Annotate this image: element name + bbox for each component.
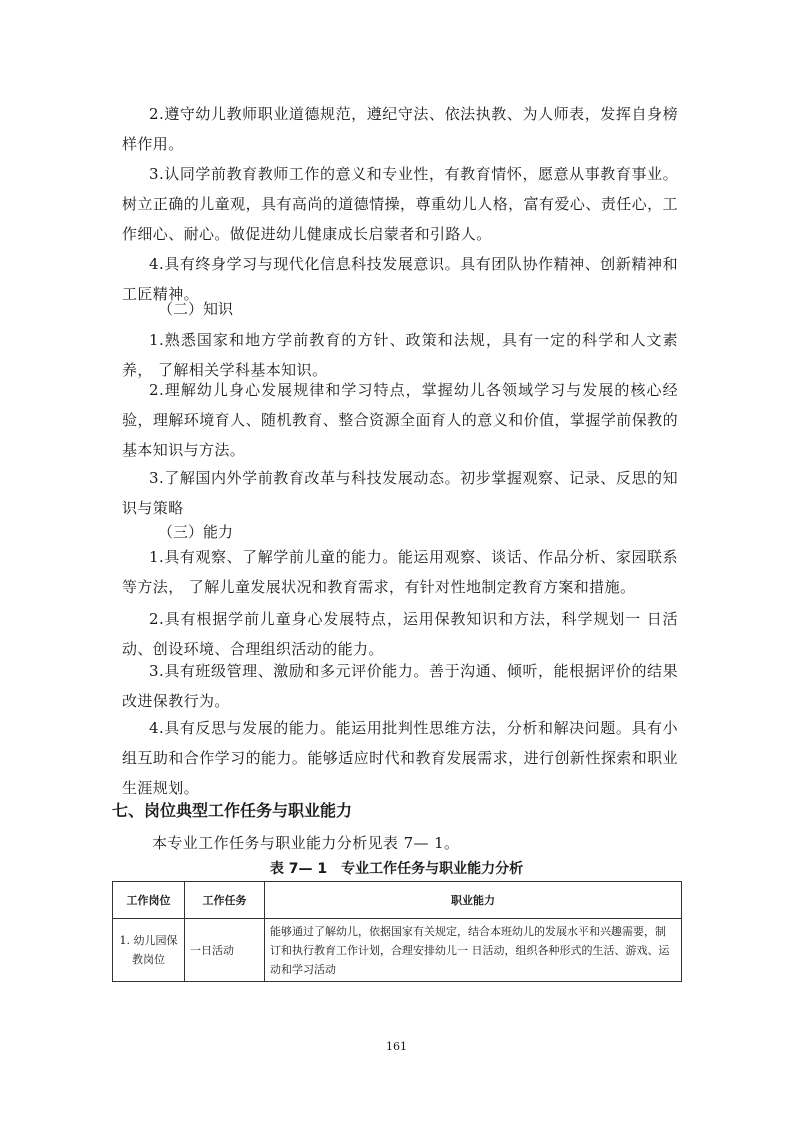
cell-position: 1. 幼儿园保教岗位 [113,919,185,982]
table-intro: 本专业工作任务与职业能力分析见表 7— 1。 [152,834,460,852]
paragraph: 4.具有终身学习与现代化信息科技发展意识。具有团队协作精神、创新精神和工匠精神。 [122,255,678,303]
paragraph: 3.认同学前教育教师工作的意义和专业性，有教育情怀，愿意从事教育事业。树立正确的儿童观，具有高尚的道德情操，尊重幼儿人格，富有爱心、责任心，工作细心、耐心。做促进幼儿健康成长启蒙者和引路人。 [122,165,678,243]
paragraph: 1.熟悉国家和地方学前教育的方针、政策和法规，具有一定的科学和人文素养， 了解相关学科基本知识。 [122,331,678,379]
header-position: 工作岗位 [113,882,185,919]
table-caption: 表 7— 1 专业工作任务与职业能力分析 [269,861,524,877]
job-ability-table [112,881,682,982]
section-heading: 七、岗位典型工作任务与职业能力 [112,801,353,820]
table-header-row [113,882,682,919]
paragraph: 2.具有根据学前儿童身心发展特点，运用保教知识和方法，科学规划一 日活动、创设环境、合理组织活动的能力。 [122,610,678,658]
header-task: 工作任务 [185,882,265,919]
paragraph: 3.具有班级管理、激励和多元评价能力。善于沟通、倾听，能根据评价的结果改进保教行为。 [122,662,678,710]
paragraph: 3.了解国内外学前教育改革与科技发展动态。初步掌握观察、记录、反思的知识与策略 [122,469,678,517]
paragraph: 4.具有反思与发展的能力。能运用批判性思维方法，分析和解决问题。具有小组互助和合作学习的能力。能够适应时代和教育发展需求，进行创新性探索和职业生涯规划。 [122,719,678,797]
subheading-knowledge: （二）知识 [158,300,234,318]
cell-ability: 能够通过了解幼儿，依据国家有关规定，结合本班幼儿的发展水平和兴趣需要，制订和执行教育工作计划，合理安排幼儿一 日活动，组织各种形式的生活、游戏、运动和学习活动 [265,919,682,982]
header-ability: 职业能力 [265,882,682,919]
subheading-ability: （三）能力 [158,523,234,541]
paragraph: 2.理解幼儿身心发展规律和学习特点，掌握幼儿各领域学习与发展的核心经验，理解环境育人、随机教育、整合资源全面育人的意义和价值，掌握学前保教的基本知识与方法。 [122,381,678,459]
table-row [113,919,682,982]
cell-task: 一日活动 [185,919,265,982]
paragraph: 2.遵守幼儿教师职业道德规范，遵纪守法、依法执教、为人师表，发挥自身榜样作用。 [122,105,678,153]
paragraph: 1.具有观察、了解学前儿童的能力。能运用观察、谈话、作品分析、家园联系等方法， 了解儿童发展状况和教育需求，有针对性地制定教育方案和措施。 [122,548,678,596]
page-number: 161 [386,1040,407,1053]
